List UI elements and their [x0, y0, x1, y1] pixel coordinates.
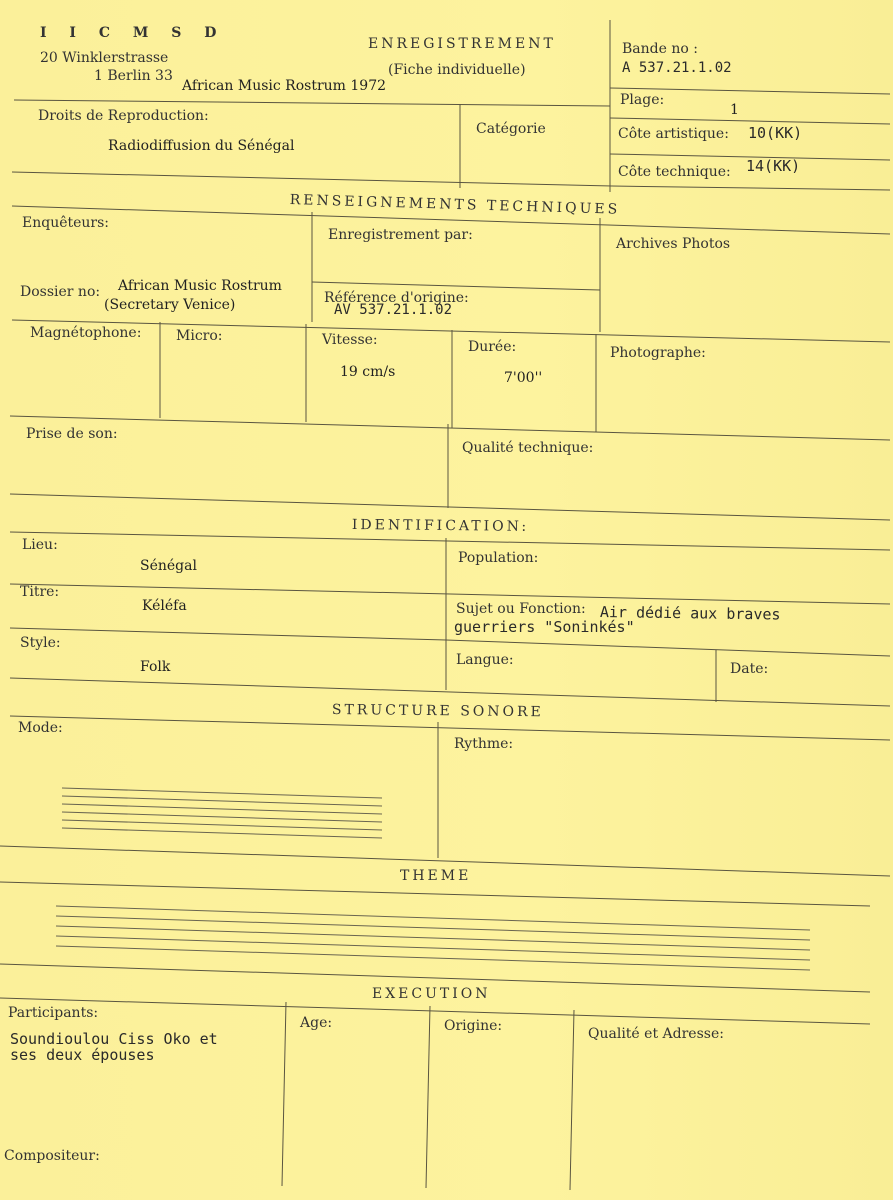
- form-title: ENREGISTREMENT: [368, 36, 556, 52]
- form-subtitle: (Fiche individuelle): [388, 62, 526, 78]
- droits-value: Radiodiffusion du Sénégal: [108, 138, 295, 154]
- dossier-value-line-2: (Secretary Venice): [104, 297, 236, 313]
- rythme-label: Rythme:: [454, 736, 514, 752]
- bande-value: A 537.21.1.02: [622, 60, 732, 76]
- duree-value: 7'00'': [504, 370, 543, 386]
- origine-label: Origine:: [444, 1018, 503, 1034]
- mode-label: Mode:: [18, 720, 63, 736]
- population-label: Population:: [458, 550, 539, 566]
- section-structure: STRUCTURE SONORE: [331, 702, 544, 721]
- date-label: Date:: [730, 661, 769, 677]
- vitesse-label: Vitesse:: [322, 332, 378, 348]
- prise-de-son-label: Prise de son:: [26, 426, 118, 442]
- section-techniques: RENSEIGNEMENTS TECHNIQUES: [289, 192, 621, 218]
- langue-label: Langue:: [456, 652, 514, 668]
- participants-label: Participants:: [8, 1005, 99, 1021]
- section-identification: IDENTIFICATION:: [351, 517, 530, 535]
- droits-label: Droits de Reproduction:: [38, 108, 209, 124]
- cote-technique-value: 14(KK): [746, 157, 801, 175]
- qualite-technique-label: Qualité technique:: [462, 440, 594, 456]
- address-line-1: 20 Winklerstrasse: [40, 50, 169, 66]
- participants-value-line-1: Soundioulou Ciss Oko et: [10, 1030, 218, 1048]
- micro-label: Micro:: [176, 328, 223, 344]
- sujet-label: Sujet ou Fonction:: [456, 601, 586, 617]
- qualite-adresse-label: Qualité et Adresse:: [588, 1026, 724, 1042]
- plage-label: Plage:: [620, 92, 665, 108]
- sujet-value-line-2: guerriers "Soninkés": [454, 618, 635, 636]
- dossier-value-line-1: African Music Rostrum: [118, 278, 282, 294]
- sujet-value-line-1: Air dédié aux braves: [599, 603, 781, 624]
- categorie-label: Catégorie: [476, 121, 546, 137]
- address-line-2: 1 Berlin 33: [94, 68, 173, 84]
- lieu-label: Lieu:: [22, 537, 58, 553]
- archives-photos-label: Archives Photos: [616, 236, 731, 252]
- dossier-label: Dossier no:: [20, 284, 101, 300]
- photographe-label: Photographe:: [610, 345, 706, 361]
- duree-label: Durée:: [468, 339, 517, 355]
- enregistrement-par-label: Enregistrement par:: [328, 227, 473, 243]
- event-name: African Music Rostrum 1972: [182, 78, 387, 94]
- plage-value: 1: [730, 102, 739, 118]
- bande-label: Bande no :: [622, 41, 698, 57]
- cote-artistique-value: 10(KK): [748, 124, 803, 142]
- participants-value-line-2: ses deux épouses: [10, 1046, 155, 1064]
- magnetophone-label: Magnétophone:: [30, 325, 142, 341]
- style-value: Folk: [140, 659, 171, 675]
- age-label: Age:: [300, 1015, 333, 1031]
- enqueteurs-label: Enquêteurs:: [22, 215, 110, 231]
- vitesse-value: 19 cm/s: [340, 364, 396, 380]
- cote-technique-label: Côte technique:: [618, 164, 731, 180]
- section-theme: THEME: [400, 868, 472, 884]
- reference-label: Référence d'origine:: [324, 290, 469, 306]
- section-execution: EXECUTION: [372, 986, 491, 1002]
- cote-artistique-label: Côte artistique:: [618, 126, 729, 142]
- reference-value: AV 537.21.1.02: [334, 302, 453, 318]
- titre-value: Kéléfa: [142, 598, 187, 614]
- compositeur-label: Compositeur:: [4, 1148, 100, 1164]
- lieu-value: Sénégal: [140, 558, 197, 574]
- titre-label: Titre:: [20, 584, 60, 600]
- institute-logo: I I C M S D: [40, 25, 226, 41]
- style-label: Style:: [20, 635, 61, 651]
